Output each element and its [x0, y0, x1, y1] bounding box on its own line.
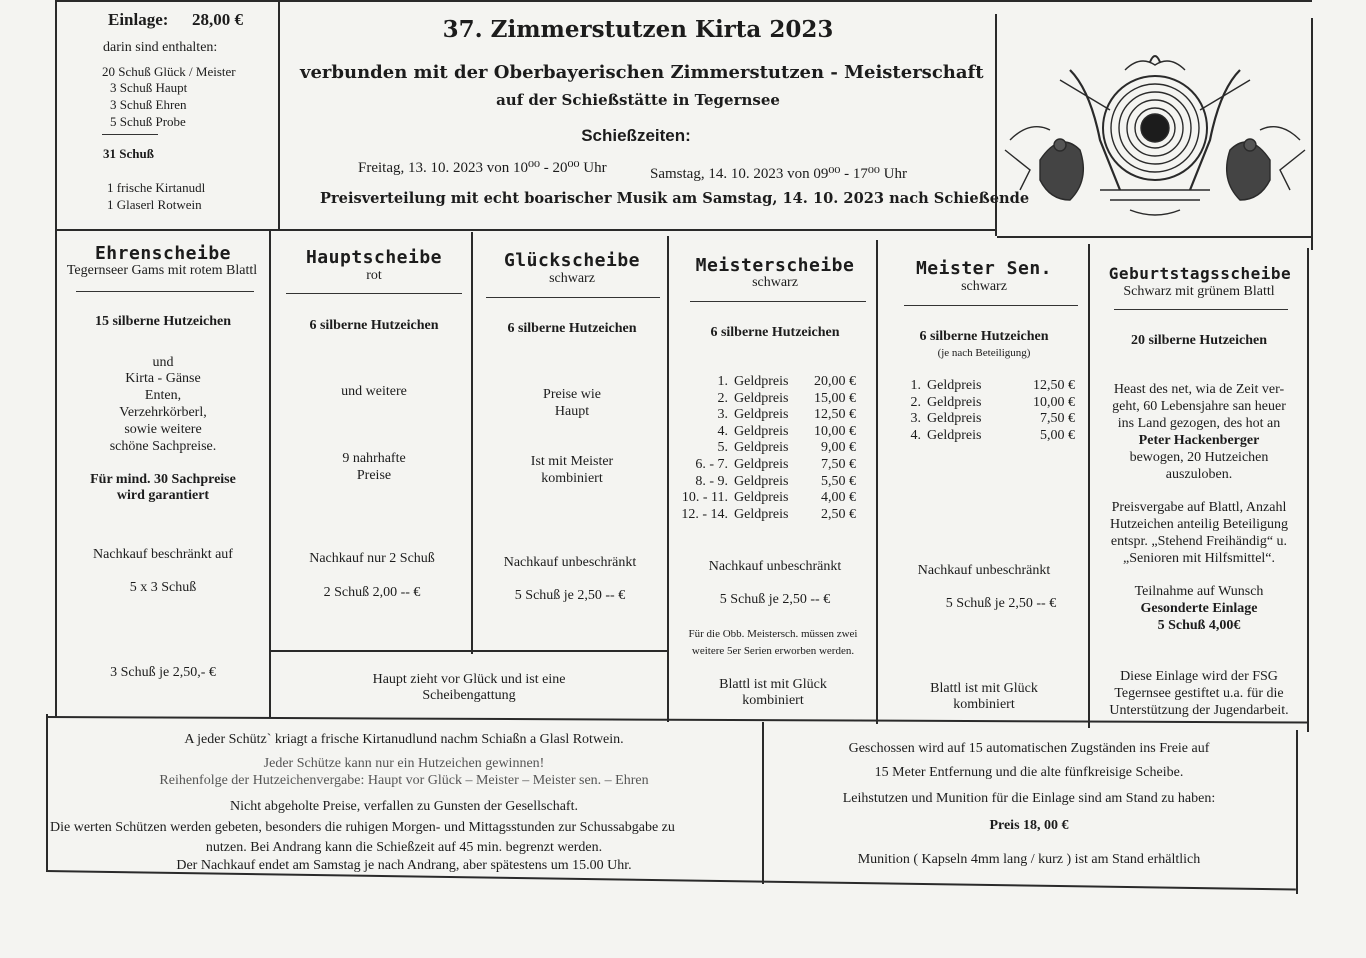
einlage-amount: 28,00 €: [192, 10, 243, 29]
prize-rank: 2.: [910, 394, 921, 410]
glueck-underline: [486, 297, 660, 298]
prize-rank: 6. - 7.: [695, 456, 728, 472]
prize-label: Geldpreis: [734, 490, 789, 506]
haupt-glueck-note: Scheibengattung: [422, 688, 516, 703]
einlage-item: 3 Schuß Ehren: [110, 97, 187, 112]
prize-rank: 1.: [910, 378, 921, 393]
haupt-prize: 6 silberne Hutzeichen: [309, 318, 439, 333]
prize-row: [907, 411, 1075, 428]
prize-amount: 10,00 €: [1033, 394, 1075, 410]
prize-rank: 10. - 11.: [681, 490, 728, 506]
prize-rank: 5.: [717, 440, 728, 456]
border-right-upper: [1311, 18, 1313, 250]
event-title: 37. Zimmerstutzen Kirta 2023: [442, 16, 834, 43]
prize-row: [907, 395, 1075, 412]
prize-amount: 12,50 €: [1033, 378, 1075, 393]
haupt-price: 2 Schuß 2,00 -- €: [323, 585, 421, 600]
prize-label: Geldpreis: [927, 394, 982, 410]
divider-haupt-glueck: [270, 650, 668, 652]
geburtstag-title: Geburtstagsscheibe: [1108, 264, 1292, 283]
geburtstag-einlage: Gesonderte Einlage: [1140, 601, 1258, 616]
ehren-nachkauf: Nachkauf beschränkt auf: [93, 547, 233, 562]
award-ceremony: Preisverteilung mit echt boarischer Musik am Samstag, 14. 10. 2023 nach Schießende: [320, 190, 1030, 207]
prize-amount: 15,00 €: [814, 390, 856, 406]
ehren-desc: Kirta - Gänse: [125, 371, 201, 386]
footer-leihstutzen: Leihstutzen und Munition für die Einlage sind am Stand zu haben:: [842, 791, 1216, 806]
footer-request: Die werten Schützen werden gebeten, besonders die ruhigen Morgen- und Mittagsstunden zur Schussabgabe zu: [50, 820, 675, 835]
footer-stands: Geschossen wird auf 15 automatischen Zugständen ins Freie auf: [848, 741, 1210, 756]
haupt-desc: und weitere: [341, 384, 407, 399]
geburtstag-desc: Heast des net, wia de Zeit ver-: [1113, 382, 1285, 397]
einlage-sum-line: [102, 134, 158, 135]
geburtstag-stiftung: Diese Einlage wird der FSG: [1120, 669, 1278, 684]
meister-note: weitere 5er Serien erworben werden.: [691, 645, 855, 657]
glueck-sub: schwarz: [549, 271, 595, 286]
prize-label: Geldpreis: [734, 423, 789, 439]
prize-label: Geldpreis: [734, 407, 789, 423]
footer-price: Preis 18, 00 €: [989, 818, 1069, 833]
prize-row: [676, 507, 856, 524]
ehren-prize: 15 silberne Hutzeichen: [94, 314, 232, 329]
prize-row: [907, 428, 1075, 445]
geburtstag-desc: ins Land gezogen, des hot an: [1117, 416, 1281, 431]
geburtstag-sub: Schwarz mit grünem Blattl: [1123, 284, 1275, 299]
geburtstag-teilnahme: Teilnahme auf Wunsch: [1134, 584, 1264, 599]
divider-header: [55, 229, 997, 231]
footer-request-2: nutzen. Bei Andrang kann die Schießzeit auf 45 min. begrenzt werden.: [205, 840, 603, 855]
ehren-desc: schöne Sachpreise.: [109, 439, 217, 454]
shooting-target-illustration: [1000, 50, 1310, 225]
prize-rank: 3.: [910, 411, 921, 427]
senioren-price: 5 Schuß je 2,50 -- €: [945, 596, 1057, 611]
meister-combo: kombiniert: [742, 693, 804, 708]
col-div-4: [876, 240, 878, 724]
geburtstag-vergabe: „Senioren mit Hilfsmittel“.: [1122, 551, 1276, 566]
haupt-underline: [286, 293, 462, 294]
border-top: [56, 0, 1312, 2]
geburtstag-vergabe: entspr. „Stehend Freihändig“ u.: [1110, 534, 1288, 549]
col-div-5: [1088, 244, 1090, 728]
prize-label: Geldpreis: [927, 378, 982, 393]
glueck-nachkauf: Nachkauf unbeschränkt: [503, 555, 637, 570]
prize-row: [676, 391, 856, 408]
glueck-title: Glückscheibe: [503, 250, 641, 271]
glueck-price: 5 Schuß je 2,50 -- €: [514, 588, 626, 603]
prize-row: [676, 424, 856, 441]
geburtstag-vergabe: Hutzeichen anteilig Beteiligung: [1109, 517, 1289, 532]
glueck-desc: Preise wie: [543, 387, 601, 402]
geburtstag-stiftung: Unterstützung der Jugendarbeit.: [1109, 703, 1289, 718]
geburtstag-underline: [1114, 309, 1288, 310]
meister-price: 5 Schuß je 2,50 -- €: [719, 592, 831, 607]
prize-amount: 5,00 €: [1040, 427, 1075, 443]
ehren-guarantee: wird garantiert: [116, 488, 210, 503]
footer-one-prize: Jeder Schütze kann nur ein Hutzeichen gewinnen!: [263, 756, 545, 771]
ehren-desc: Enten,: [144, 388, 182, 403]
divider-header-right: [997, 236, 1311, 238]
geburtstag-prize: 20 silberne Hutzeichen: [1130, 333, 1268, 348]
einlage-total: 31 Schuß: [103, 146, 154, 161]
prize-label: Geldpreis: [734, 390, 789, 406]
prize-amount: 7,50 €: [821, 456, 856, 472]
prize-rank: 1.: [717, 374, 728, 389]
glueck-prize: 6 silberne Hutzeichen: [507, 321, 637, 336]
glueck-combo: kombiniert: [541, 471, 603, 486]
haupt-glueck-note: Haupt zieht vor Glück und ist eine: [372, 672, 566, 687]
ehren-nachkauf-count: 5 x 3 Schuß: [129, 580, 197, 595]
meister-title: Meisterscheibe: [695, 255, 855, 276]
geburtstag-stiftung: Tegernsee gestiftet u.a. für die: [1114, 686, 1284, 701]
senioren-prize: 6 silberne Hutzeichen: [919, 329, 1049, 344]
prize-rank: 3.: [717, 407, 728, 423]
glueck-combo: Ist mit Meister: [530, 454, 614, 469]
footer-munition: Munition ( Kapseln 4mm lang / kurz ) ist am Stand erhältlich: [857, 852, 1201, 867]
prize-label: Geldpreis: [734, 473, 789, 489]
senioren-sub: schwarz: [961, 279, 1007, 294]
prize-amount: 4,00 €: [821, 490, 856, 506]
einlage-extra: 1 frische Kirtanudl: [107, 180, 206, 195]
prize-amount: 20,00 €: [814, 374, 856, 389]
footer-order: Reihenfolge der Hutzeichenvergabe: Haupt vor Glück – Meister – Meister sen. – Ehren: [159, 773, 649, 788]
ehren-desc: sowie weitere: [124, 422, 202, 437]
prize-row: [676, 407, 856, 424]
ehren-sub: Tegernseer Gams mit rotem Blattl: [66, 263, 258, 278]
senioren-combo: kombiniert: [953, 697, 1015, 712]
border-right-mid: [1307, 248, 1309, 732]
senioren-underline: [904, 305, 1078, 306]
geburtstag-desc: geht, 60 Lebensjahre san heuer: [1112, 399, 1286, 414]
prize-row: [676, 457, 856, 474]
prize-row: [676, 474, 856, 491]
prize-label: Geldpreis: [734, 456, 789, 472]
haupt-desc: Preise: [356, 468, 392, 483]
saturday-times: Samstag, 14. 10. 2023 von 09⁰⁰ - 17⁰⁰ Uhr: [650, 166, 907, 182]
einlage-label: Einlage:: [108, 10, 169, 29]
senioren-title: Meister Sen.: [915, 258, 1053, 279]
prize-rank: 4.: [717, 423, 728, 439]
meister-underline: [690, 301, 866, 302]
senioren-nachkauf: Nachkauf unbeschränkt: [917, 563, 1051, 578]
prize-rank: 4.: [910, 427, 921, 443]
ehren-price: 3 Schuß je 2,50,- €: [110, 665, 216, 680]
einlage-extra: 1 Glaserl Rotwein: [107, 197, 202, 212]
prize-amount: 9,00 €: [821, 440, 856, 456]
ehren-underline: [76, 291, 254, 292]
prize-label: Geldpreis: [734, 440, 789, 456]
meister-sub: schwarz: [752, 275, 798, 290]
footer-unclaimed: Nicht abgeholte Preise, verfallen zu Gunsten der Gesellschaft.: [230, 799, 578, 814]
ehren-desc: und: [152, 355, 174, 370]
prize-label: Geldpreis: [734, 374, 789, 389]
senioren-prize-table: [907, 378, 1075, 444]
senioren-combo: Blattl ist mit Glück: [930, 681, 1038, 696]
geburtstag-einlage-price: 5 Schuß 4,00€: [1157, 618, 1241, 633]
ehren-title: Ehrenscheibe: [94, 243, 232, 264]
border-left-upper: [55, 0, 57, 230]
prize-label: Geldpreis: [734, 506, 789, 522]
prize-rank: 12. - 14.: [681, 506, 728, 522]
prize-amount: 7,50 €: [1040, 411, 1075, 427]
meister-note: Für die Obb. Meistersch. müssen zwei: [688, 628, 858, 640]
meister-nachkauf: Nachkauf unbeschränkt: [708, 559, 842, 574]
event-subtitle: verbunden mit der Oberbayerischen Zimmerstutzen - Meisterschaft: [300, 62, 984, 83]
footer-distance: 15 Meter Entfernung und die alte fünfkreisige Scheibe.: [874, 765, 1184, 780]
geburtstag-desc: bewogen, 20 Hutzeichen: [1129, 450, 1269, 465]
prize-amount: 2,50 €: [821, 506, 856, 522]
senioren-prize-note: (je nach Beteiligung): [937, 347, 1031, 359]
prize-rank: 8. - 9.: [695, 473, 728, 489]
haupt-desc: 9 nahrhafte: [342, 451, 406, 466]
prize-amount: 5,50 €: [821, 473, 856, 489]
einlage-item: 3 Schuß Haupt: [110, 80, 188, 95]
glueck-desc: Haupt: [554, 404, 590, 419]
prize-row: [676, 490, 856, 507]
einlage-contains: darin sind enthalten:: [103, 40, 218, 55]
meister-combo: Blattl ist mit Glück: [719, 677, 827, 692]
geburtstag-vergabe: Preisvergabe auf Blattl, Anzahl: [1111, 500, 1287, 515]
event-location: auf der Schießstätte in Tegernsee: [496, 91, 780, 109]
prize-label: Geldpreis: [927, 411, 982, 427]
prize-row: [907, 378, 1075, 395]
footer-nachkauf-end: Der Nachkauf endet am Samstag je nach Andrang, aber spätestens um 15.00 Uhr.: [176, 858, 632, 873]
einlage-item: 20 Schuß Glück / Meister: [102, 64, 236, 79]
haupt-sub: rot: [366, 268, 382, 283]
footer-kirtanudl: A jeder Schütz` kriagt a frische Kirtanudlund nachm Schiaßn a Glasl Rotwein.: [184, 732, 624, 747]
geburtstag-desc: auszuloben.: [1165, 467, 1233, 482]
meister-prize-table: [676, 374, 856, 523]
prize-amount: 12,50 €: [814, 407, 856, 423]
prize-rank: 2.: [717, 390, 728, 406]
haupt-nachkauf: Nachkauf nur 2 Schuß: [309, 551, 435, 566]
prize-row: [676, 374, 856, 391]
meister-prize: 6 silberne Hutzeichen: [710, 325, 840, 340]
geburtstag-honoree: Peter Hackenberger: [1138, 433, 1260, 448]
prize-label: Geldpreis: [927, 427, 982, 443]
divider-einlage: [278, 0, 280, 230]
ehren-guarantee: Für mind. 30 Sachpreise: [90, 472, 236, 487]
ehren-desc: Verzehrkörberl,: [119, 405, 207, 420]
border-right-footer: [1296, 730, 1298, 894]
prize-amount: 10,00 €: [814, 423, 856, 439]
schiesszeiten-label: Schießzeiten:: [581, 126, 691, 145]
friday-times: Freitag, 13. 10. 2023 von 10⁰⁰ - 20⁰⁰ Uhr: [358, 160, 607, 176]
einlage-item: 5 Schuß Probe: [110, 114, 186, 129]
prize-row: [676, 440, 856, 457]
haupt-title: Hauptscheibe: [305, 247, 443, 268]
